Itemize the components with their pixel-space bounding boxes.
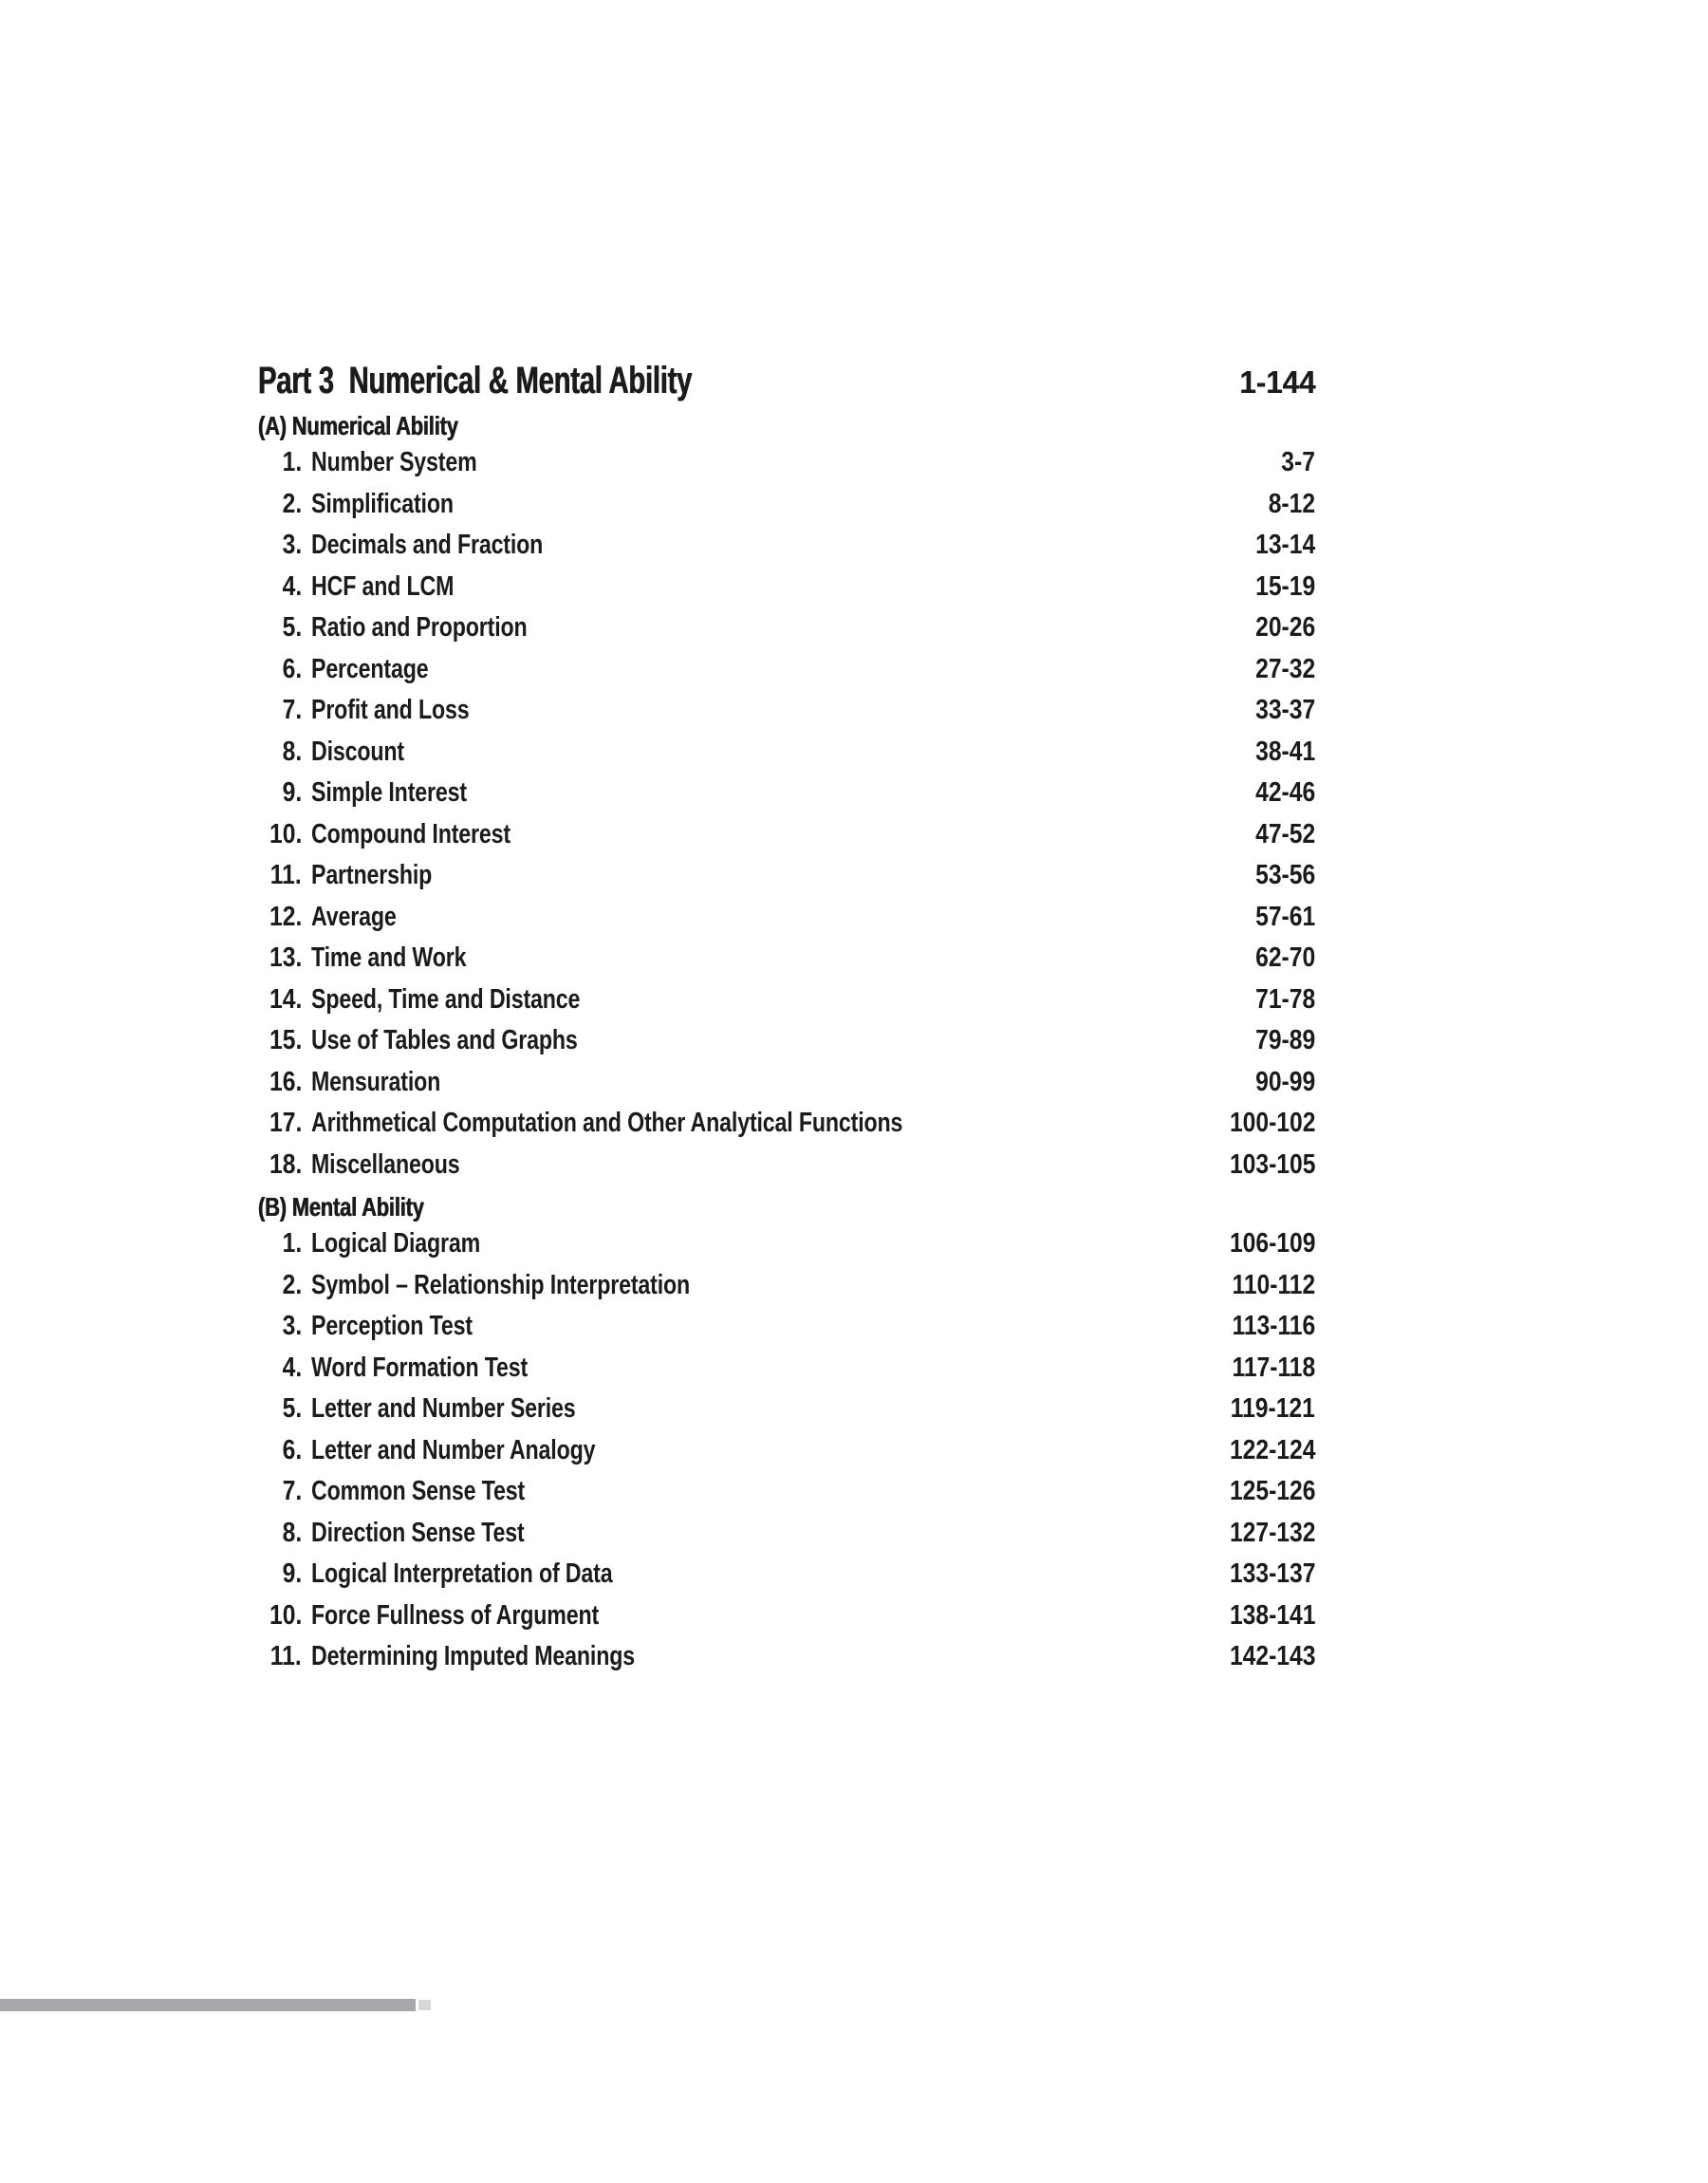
toc-row <box>258 1103 1315 1145</box>
toc-item-title-text: Common Sense Test <box>311 1476 526 1507</box>
toc-item-title-text: Number System <box>311 447 477 478</box>
toc-item-number-text: 3. <box>282 1311 302 1342</box>
toc-item-number-text: 16. <box>269 1066 302 1097</box>
toc-item-number <box>258 1270 302 1301</box>
toc-item-pages-text: 138-141 <box>1229 1599 1315 1631</box>
toc-row <box>258 1348 1315 1390</box>
toc-item-title <box>302 1435 1215 1466</box>
toc-item-title-text: Letter and Number Analogy <box>311 1434 596 1465</box>
toc-item-title <box>302 1228 1215 1259</box>
toc-item-number-text: 8. <box>282 1517 302 1548</box>
toc-item-pages-text: 42-46 <box>1254 777 1315 809</box>
part-title-row <box>258 359 1315 402</box>
toc-row <box>258 897 1315 939</box>
toc-item-pages-text: 33-37 <box>1254 695 1315 726</box>
toc-item-pages-text: 3-7 <box>1281 447 1315 478</box>
toc-item-pages <box>1215 1228 1315 1259</box>
toc-item-title-text: Discount <box>311 736 404 767</box>
section-heading <box>258 1191 1315 1223</box>
toc-item-number-text: 15. <box>269 1025 302 1056</box>
toc-row <box>258 1020 1315 1062</box>
toc-item-title <box>302 447 1275 478</box>
toc-row <box>258 1389 1315 1430</box>
toc-item-number <box>258 530 302 561</box>
toc-row <box>258 1513 1315 1555</box>
toc-row <box>258 1306 1315 1348</box>
toc-item-title <box>302 1558 1215 1590</box>
toc-item-title <box>302 1270 1217 1301</box>
toc-item-number-text: 4. <box>282 1352 302 1383</box>
toc-item-pages <box>1215 1435 1315 1466</box>
toc-item-pages-text: 27-32 <box>1254 653 1315 684</box>
toc-item-number <box>258 447 302 478</box>
toc-item-pages-text: 57-61 <box>1254 901 1315 932</box>
toc-item-number-text: 2. <box>282 488 302 519</box>
toc-item-number-text: 6. <box>282 1434 302 1465</box>
toc-item-number-text: 12. <box>269 901 302 932</box>
toc-item-pages <box>1245 737 1315 768</box>
toc-item-number-text: 3. <box>282 530 302 561</box>
toc-item-title-text: Miscellaneous <box>311 1148 460 1180</box>
toc-item-title <box>302 1353 1217 1384</box>
toc-item-title <box>302 819 1245 850</box>
toc-item-title-text: Ratio and Proportion <box>311 612 528 644</box>
toc-section <box>258 1191 1315 1678</box>
toc-item-title <box>302 984 1245 1016</box>
toc-item-pages <box>1245 1067 1315 1098</box>
toc-item-number <box>258 1108 302 1139</box>
toc-section-rows <box>258 1223 1315 1678</box>
toc-item-number-text: 11. <box>270 1641 302 1672</box>
toc-item-number-text: 9. <box>282 1558 302 1590</box>
toc-item-title-text: Partnership <box>311 860 433 891</box>
part-title: Part 3 Numerical & Mental Ability <box>258 360 693 401</box>
toc-item-pages-text: 13-14 <box>1254 530 1315 561</box>
toc-item-number <box>258 1476 302 1507</box>
toc-item-pages-text: 100-102 <box>1229 1108 1315 1139</box>
toc-item-number-text: 14. <box>269 983 302 1015</box>
toc-item-title-text: HCF and LCM <box>311 570 455 602</box>
section-heading <box>258 410 1315 442</box>
scan-artifact-bar-tail <box>418 2000 431 2010</box>
toc-item-pages <box>1245 1025 1315 1056</box>
toc-item-pages <box>1215 1600 1315 1632</box>
toc-item-pages <box>1245 902 1315 933</box>
toc-item-title <box>302 1149 1215 1181</box>
toc-row <box>258 1471 1315 1513</box>
toc-item-pages-text: 113-116 <box>1232 1311 1315 1342</box>
toc-item-title-text: Percentage <box>311 653 429 684</box>
toc-row <box>258 1595 1315 1637</box>
toc-item-pages <box>1216 1393 1315 1425</box>
toc-item-title <box>302 695 1245 726</box>
toc-item-number <box>258 1641 302 1672</box>
toc-item-title-text: Perception Test <box>311 1311 473 1342</box>
toc-item-number-text: 2. <box>282 1269 302 1300</box>
toc-item-pages-text: 90-99 <box>1254 1066 1315 1097</box>
toc-item-title <box>302 860 1245 891</box>
toc-row <box>258 567 1315 608</box>
toc-item-pages <box>1215 1476 1315 1507</box>
toc-item-title <box>302 489 1260 520</box>
toc-item-pages <box>1245 819 1315 850</box>
toc-row <box>258 1265 1315 1307</box>
toc-item-number-text: 10. <box>269 818 302 849</box>
toc-item-title-text: Decimals and Fraction <box>311 530 544 561</box>
toc-item-title <box>302 1067 1245 1098</box>
toc-item-title <box>302 1025 1245 1056</box>
toc-item-number-text: 13. <box>269 942 302 974</box>
toc-item-number-text: 5. <box>282 612 302 644</box>
toc-item-number-text: 17. <box>269 1108 302 1139</box>
toc-row <box>258 814 1315 856</box>
toc-row <box>258 980 1315 1021</box>
toc-item-pages <box>1245 654 1315 685</box>
toc-item-pages-text: 103-105 <box>1229 1148 1315 1180</box>
toc-item-title-text: Mensuration <box>311 1066 441 1097</box>
toc-item-number-text: 6. <box>282 653 302 684</box>
toc-row <box>258 773 1315 814</box>
toc-item-number-text: 1. <box>282 1228 302 1259</box>
toc-item-pages <box>1217 1353 1315 1384</box>
toc-item-title <box>302 612 1245 644</box>
section-heading-label: (A) Numerical Ability <box>258 411 458 440</box>
toc-item-number <box>258 1025 302 1056</box>
toc-item-pages-text: 15-19 <box>1254 570 1315 602</box>
toc-item-pages-text: 8-12 <box>1268 488 1315 519</box>
toc-item-pages-text: 127-132 <box>1229 1517 1315 1548</box>
toc-item-pages-text: 53-56 <box>1254 860 1315 891</box>
toc-item-pages <box>1245 860 1315 891</box>
toc-item-title <box>302 530 1245 561</box>
toc-item-number-text: 8. <box>282 736 302 767</box>
table-of-contents <box>258 359 1315 1678</box>
toc-item-pages-text: 20-26 <box>1254 612 1315 644</box>
section-heading-label: (B) Mental Ability <box>258 1192 424 1222</box>
toc-item-title-text: Direction Sense Test <box>311 1517 525 1548</box>
toc-item-pages <box>1215 1518 1315 1549</box>
toc-item-number <box>258 1518 302 1549</box>
toc-item-title-text: Determining Imputed Meanings <box>311 1641 635 1672</box>
toc-item-title <box>302 1393 1216 1425</box>
toc-item-pages <box>1217 1311 1315 1342</box>
toc-item-title <box>302 1600 1215 1632</box>
toc-item-title-text: Average <box>311 901 397 932</box>
toc-item-pages-text: 71-78 <box>1254 983 1315 1015</box>
toc-item-pages-text: 119-121 <box>1230 1393 1315 1425</box>
toc-row <box>258 607 1315 649</box>
toc-item-number-text: 9. <box>282 777 302 809</box>
toc-row <box>258 649 1315 691</box>
toc-row <box>258 1145 1315 1186</box>
toc-item-title-text: Letter and Number Series <box>311 1393 576 1425</box>
toc-item-pages-text: 47-52 <box>1254 818 1315 849</box>
toc-item-title <box>302 737 1245 768</box>
toc-item-title-text: Speed, Time and Distance <box>311 983 581 1015</box>
toc-item-pages <box>1245 612 1315 644</box>
scan-artifact-bar-main <box>0 1999 416 2011</box>
toc-row <box>258 938 1315 980</box>
toc-item-title <box>302 1108 1215 1139</box>
toc-item-number <box>258 1353 302 1384</box>
toc-item-pages <box>1245 571 1315 603</box>
toc-row <box>258 855 1315 897</box>
toc-item-title-text: Use of Tables and Graphs <box>311 1025 578 1056</box>
toc-item-title-text: Logical Interpretation of Data <box>311 1558 613 1590</box>
toc-item-number <box>258 1558 302 1590</box>
toc-item-pages <box>1260 489 1315 520</box>
toc-item-number <box>258 819 302 850</box>
toc-item-number <box>258 1600 302 1632</box>
toc-item-pages <box>1245 530 1315 561</box>
toc-item-number-text: 7. <box>282 695 302 726</box>
toc-item-pages-text: 125-126 <box>1229 1476 1315 1507</box>
toc-item-pages-text: 122-124 <box>1229 1434 1315 1465</box>
toc-item-number <box>258 737 302 768</box>
toc-item-number-text: 1. <box>282 447 302 478</box>
toc-item-title-text: Force Fullness of Argument <box>311 1599 600 1631</box>
toc-item-pages <box>1275 447 1315 478</box>
toc-row <box>258 525 1315 567</box>
toc-item-title-text: Simplification <box>311 488 454 519</box>
toc-row <box>258 484 1315 526</box>
toc-item-number <box>258 860 302 891</box>
toc-item-title <box>302 571 1245 603</box>
toc-section <box>258 410 1315 1185</box>
toc-item-pages <box>1215 1149 1315 1181</box>
part-page-range: 1-144 <box>1238 364 1315 400</box>
scan-artifact-bar <box>0 1999 416 2011</box>
toc-item-title <box>302 902 1245 933</box>
toc-item-number <box>258 571 302 603</box>
toc-item-title <box>302 1641 1215 1672</box>
toc-item-title <box>302 1518 1215 1549</box>
toc-item-pages-text: 142-143 <box>1229 1641 1315 1672</box>
toc-item-number-text: 11. <box>270 860 302 891</box>
toc-item-pages <box>1245 777 1315 809</box>
toc-item-number <box>258 902 302 933</box>
toc-sections <box>258 410 1315 1678</box>
toc-item-pages-text: 133-137 <box>1229 1558 1315 1590</box>
toc-item-number <box>258 1228 302 1259</box>
toc-item-pages-text: 117-118 <box>1232 1352 1315 1383</box>
toc-item-number <box>258 1435 302 1466</box>
toc-item-title-text: Symbol – Relationship Interpretation <box>311 1269 691 1300</box>
toc-item-number <box>258 942 302 974</box>
toc-item-pages <box>1215 1108 1315 1139</box>
toc-item-pages-text: 106-109 <box>1229 1228 1315 1259</box>
toc-item-pages <box>1217 1270 1315 1301</box>
toc-row <box>258 1430 1315 1472</box>
toc-item-number <box>258 612 302 644</box>
toc-row <box>258 1636 1315 1678</box>
toc-item-number-text: 5. <box>282 1393 302 1425</box>
toc-item-number-text: 10. <box>269 1599 302 1631</box>
toc-row <box>258 442 1315 484</box>
toc-item-title-text: Compound Interest <box>311 818 511 849</box>
toc-item-number-text: 18. <box>269 1148 302 1180</box>
toc-item-number <box>258 1067 302 1098</box>
toc-row <box>258 1554 1315 1595</box>
toc-item-title-text: Time and Work <box>311 942 467 974</box>
toc-item-number <box>258 1311 302 1342</box>
toc-row <box>258 690 1315 732</box>
toc-item-pages <box>1215 1558 1315 1590</box>
toc-item-title <box>302 1476 1215 1507</box>
toc-item-pages <box>1215 1641 1315 1672</box>
toc-item-number <box>258 1393 302 1425</box>
toc-item-number <box>258 654 302 685</box>
toc-item-pages <box>1245 984 1315 1016</box>
toc-item-number <box>258 489 302 520</box>
toc-row <box>258 732 1315 774</box>
toc-item-number-text: 7. <box>282 1476 302 1507</box>
toc-item-title-text: Arithmetical Computation and Other Analytical Functions <box>311 1108 903 1139</box>
toc-item-pages-text: 38-41 <box>1254 736 1315 767</box>
toc-item-number-text: 4. <box>282 570 302 602</box>
toc-item-title-text: Word Formation Test <box>311 1352 529 1383</box>
toc-item-title <box>302 654 1245 685</box>
toc-item-title <box>302 777 1245 809</box>
toc-item-title <box>302 1311 1217 1342</box>
toc-item-number <box>258 984 302 1016</box>
toc-item-title-text: Profit and Loss <box>311 695 470 726</box>
toc-section-rows <box>258 442 1315 1185</box>
toc-item-title-text: Logical Diagram <box>311 1228 481 1259</box>
toc-item-title-text: Simple Interest <box>311 777 467 809</box>
toc-item-pages-text: 62-70 <box>1254 942 1315 974</box>
toc-row <box>258 1062 1315 1104</box>
toc-row <box>258 1223 1315 1265</box>
toc-item-pages <box>1245 942 1315 974</box>
toc-item-title <box>302 942 1245 974</box>
toc-item-number <box>258 1149 302 1181</box>
toc-item-number <box>258 695 302 726</box>
toc-item-pages <box>1245 695 1315 726</box>
toc-item-pages-text: 79-89 <box>1254 1025 1315 1056</box>
toc-item-pages-text: 110-112 <box>1232 1269 1315 1300</box>
toc-item-number <box>258 777 302 809</box>
